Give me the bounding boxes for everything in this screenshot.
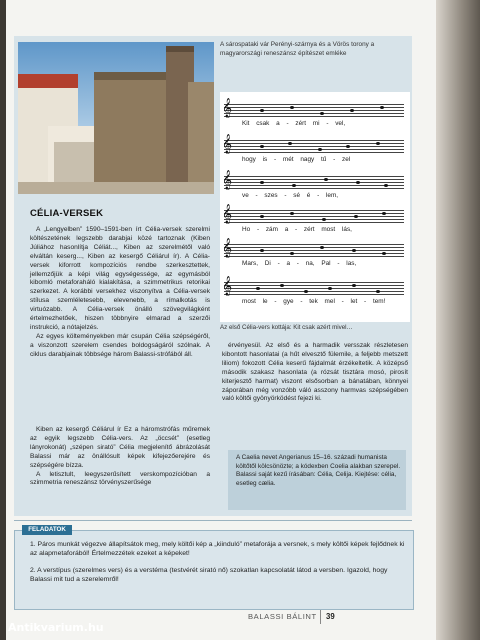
paragraph: A „Lengyelben” 1590–1591-ben írt Célia-versek szerelmi költészetének legszebb darabjai közé tartoznak (Kiben Júliához hasonlítja Céliát..., Kiben az szerelmétől való elváltán keserg..., Kiben az kesergő Céliárul ír). A Célia-versek kiforrott kompozíciós rendbe szerkesztettek, jellemzőjük a képi világ egységessége, az egymásból kibomló metaforaháló kialakítása, a szimmetrikus retorikai szerkezet. A korábbi versekhez viszonyítva a Célia-versek stílusa szemléletesebb, elevenebb, a rímalkotás is virtuózabb. A Célia-versek önálló szövegvilágként értelmezhetőek, hiszen többnyire elmarad a szerzői instrukció, a nótajelzés. [30, 226, 210, 331]
treble-clef-icon: 𝄞 [222, 204, 233, 224]
lyric-line: Mars, Di - a - na, Pal - las, [242, 260, 357, 267]
footer-author: BALASSI BÁLINT [248, 612, 317, 621]
paragraph: A letisztult, leegyszerűsített verskompozícióban a szimmetria reneszánsz törvényszerűsége [30, 470, 210, 487]
divider [14, 520, 412, 521]
paragraph: Kiben az kesergő Céliárul ír Ez a háromstrófás műremek az egyik legszebb Célia-vers. Az „öccsét” (esetleg lányrokonát) „szépen sirató” Célia megjelenítő ábrázolását Balassi már az önállósult képek kifejezőerejére és szépségére bízza. [30, 426, 210, 469]
body-text-column [30, 226, 210, 360]
task-item: 2. A verstípus (szerelmes vers) és a verstéma (testvérét sirató nő) szokatlan kapcsolatát látod a versben. Igazold, hogy Balassi mit tud a szerelemről! [30, 567, 388, 584]
lyric-line: Ho - zám a - zért most lás, [242, 226, 352, 233]
task-item: 1. Páros munkát végezve állapítsátok meg, mely költői kép a „kiinduló” metaforája a versnek, s mely költői képek fejlődnek ki az alapmetaforából! Értelmezzétek ezeket a képeket! [30, 541, 405, 558]
section-title: CÉLIA-VERSEK [30, 208, 104, 219]
watermark: Antikvarium.hu [8, 621, 104, 634]
treble-clef-icon: 𝄞 [222, 98, 233, 118]
treble-clef-icon: 𝄞 [222, 134, 233, 154]
body-text-column [30, 426, 210, 488]
tasks-label: FELADATOK [22, 525, 72, 535]
side-note-text: A Caelia nevet Angerianus 15–16. századi humanista költőtől kölcsönözte; a kódexben Coelia alakban szerepel. Balassi saját kezű írásában: Célia, Celija. Kiejtése: célia, esetleg cælia. [236, 454, 401, 488]
lyric-line: hogy is - mét nagy tű - zel [242, 156, 351, 163]
photo-caption: A sárospataki vár Perényi-szárnya és a Vörös torony a magyarországi reneszánsz építészet emléke [220, 41, 375, 57]
castle-photo [18, 42, 214, 194]
footer-divider [320, 610, 321, 624]
treble-clef-icon: 𝄞 [222, 238, 233, 258]
body-text-column [222, 342, 408, 404]
treble-clef-icon: 𝄞 [222, 276, 233, 296]
music-stave [224, 244, 404, 256]
music-stave [224, 104, 404, 116]
lyric-line: ve - szes - sé é - lem, [242, 192, 339, 199]
lyric-line: Kit csak a - zért mi - vel, [242, 120, 346, 127]
page-edge [436, 0, 480, 640]
treble-clef-icon: 𝄞 [222, 170, 233, 190]
page-number: 39 [326, 612, 335, 621]
paragraph: érvényesül. Az első és a harmadik versszak részletesen kibontott hasonlatai (a hűt elvesztő fülemile, a feljebb metszett liliom) fokozott Célia keserű fájdalmát érzékeltetik. A középső második szakasz hasonlata (a rózsát tisztára mosó, pirosít kiterjesztő harmat) viszont elsősorban a bánatában, könnyei záporában még vonzóbb váló asszony harmvas szépségében való költői gyönyörködést fejezi ki. [222, 342, 408, 403]
paragraph: Az egyes költeményekben már csupán Célia szépségéről, a viszonzott szerelem csendes boldogságáról szólnak. A ciklus darabjainak többsége három Balassi-strófából áll. [30, 332, 210, 358]
lyric-line: most le - gye - tek mel - let - tem! [242, 298, 386, 305]
sheet-music [220, 92, 410, 322]
music-caption: Az első Célia-vers kottája: Kit csak azért mivel… [220, 324, 353, 331]
music-stave [224, 210, 404, 222]
music-stave [224, 176, 404, 188]
